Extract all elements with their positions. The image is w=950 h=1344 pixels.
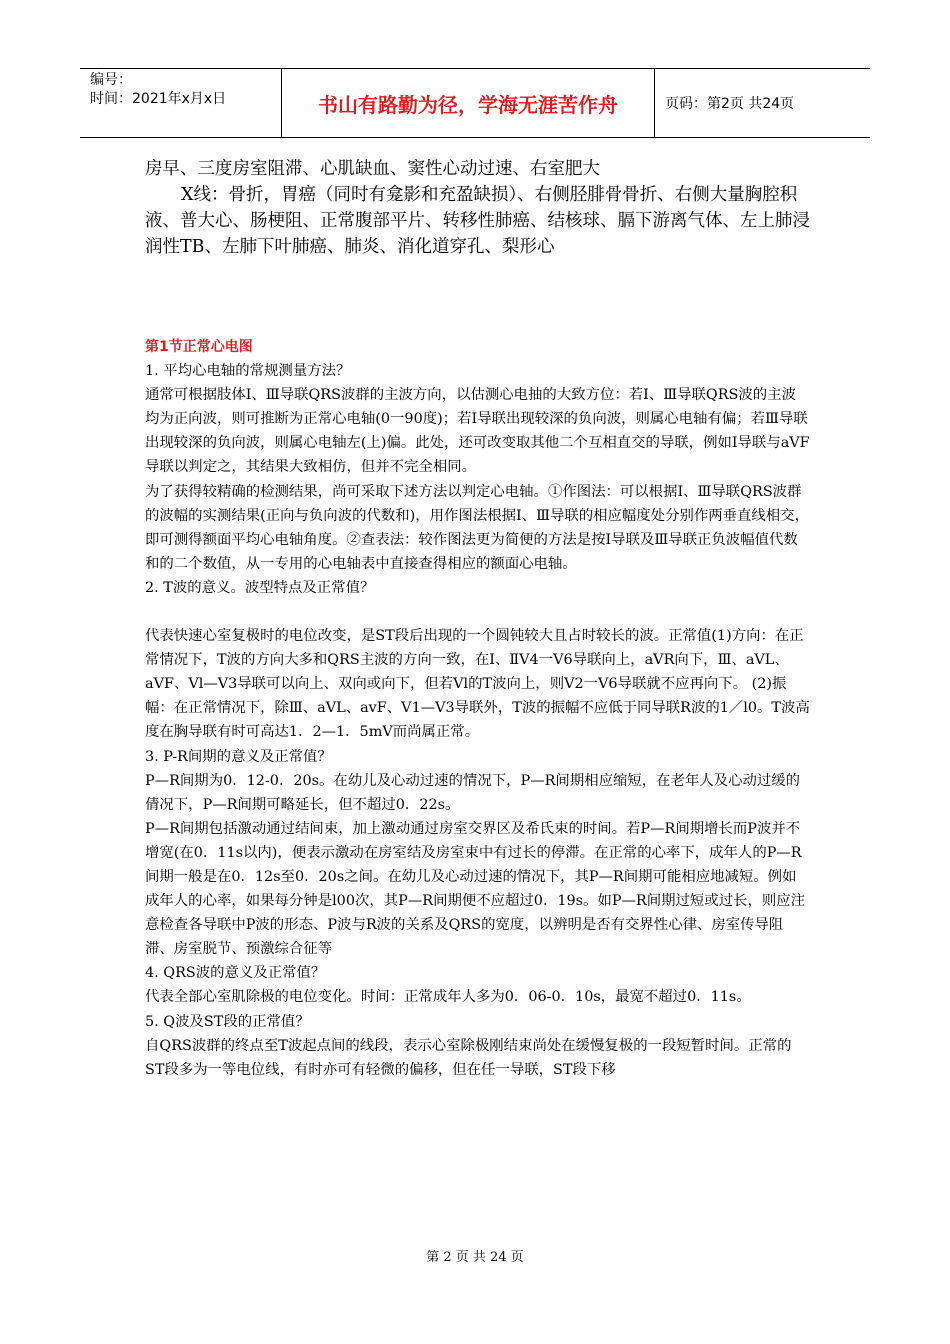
paragraph-4: P—R间期为0．12-0．20s。在幼儿及心动过速的情况下，P—R间期相应缩短，在老年人及心动过缓的倩况下，P—R间期可略延长，但不超过0．22s。 xyxy=(145,772,801,813)
header-meta-cell xyxy=(80,69,282,137)
header-table xyxy=(80,68,870,138)
section-title: 第1节正常心电图 xyxy=(145,339,253,355)
question-2: 2. T波的意义。波型特点及正常值？ xyxy=(145,579,375,596)
paragraph-3: 代表快速心室复极时的电位改变，是ST段后出现的一个圆钝较大且占时较长的波。正常值(1)方向：在正常情况下，T波的方向大多和QRS主波的方向一致，在Ⅰ、ⅡV4一V6导联向上，aVR向下，Ⅲ、aVL、aVF、Vl—V3导联可以向上、双向或向下，但若Vl的T波向上，则V2一V6导联就不应再向下。 (2)振幅：在正常情况下，除Ⅲ、aVL、avF、V1—V3导联外，T波的振幅不应低于同导联R波的1／l0。T波高度在胸导联有时可高达1．2—1．5mV而尚属正常。 xyxy=(145,628,810,741)
question-5: 5. Q波及ST段的正常值？ xyxy=(145,1013,310,1030)
page-info: 页码：第2页 共24页 xyxy=(665,96,795,112)
paragraph-7: 自QRS波群的终点至T波起点间的线段，表示心室除极刚结束尚处在缓慢复极的一段短暂时间。正常的ST段多为一等电位线，有时亦可有轻微的偏移，但在任一导联，ST段下移 xyxy=(145,1037,792,1078)
motto: 书山有路勤为径，学海无涯苦作舟 xyxy=(282,69,655,137)
paragraph-1: 通常可根据肢体Ⅰ、Ⅲ导联QRS波群的主波方向，以估测心电抽的大致方位：若I、Ⅲ导联QRS波的主波均为正向波，则可推断为正常心电轴(0一90度)；若I导联出现较深的负向波，则属心电轴有偏；若Ⅲ导联出现较深的负向波，则属心电轴左(上)偏。此处，还可改变取其他二个互相直交的导联，例如I导联与aVF导联以判定之，其结果大致相仿，但并不完全相同。 xyxy=(145,387,810,476)
intro-line-xray: X线：骨折，胃癌（同时有龛影和充盈缺损）、右侧胫腓骨骨折、右侧大量胸腔积液、普大心、肠梗阻、正常腹部平片、转移性肺癌、结核球、膈下游离气体、左上肺浸润性TB、左肺下叶肺癌、肺炎、消化道穿孔、梨形心 xyxy=(145,185,810,257)
question-4: 4. QRS波的意义及正常值？ xyxy=(145,965,326,982)
time-label: 时间：2021年x月x日 xyxy=(90,91,227,107)
paragraph-5: P—R间期包括激动通过结间束，加上激动通过房室交界区及希氏束的时间。若P—R间期增长而P波并不增宽(在0．11s以内)，便表示激动在房室结及房室束中有过长的停滞。在正常的心率下，成年人的P—R间期一般是在0．12s至0．20s之间。在幼儿及心动过速的情况下，其P—R间期可能相应地减短。例如成年人的心率，如果每分钟是l00次，其P—R间期便不应超过0．19s。如P—R间期过短或过长，则应注意检查各导联中P波的形态、P波与R波的关系及QRS的宽度，以辨明是否有交界性心律、房室传导阻滞、房室脱节、预激综合征等 xyxy=(145,820,806,958)
intro-line-ecg: 房早、三度房室阻滞、心肌缺血、窦性心动过速、右室肥大 xyxy=(145,159,600,179)
paragraph-6: 代表全部心室肌除极的电位变化。时间：正常成年人多为0．06-0．10s，最宽不超过0．11s。 xyxy=(145,989,751,1006)
question-3: 3. P-R间期的意义及正常值？ xyxy=(145,748,332,765)
question-1: 1. 平均心电轴的常规测量方法？ xyxy=(145,363,351,380)
intro-block xyxy=(145,156,810,260)
spacer xyxy=(145,600,810,624)
page-footer: 第 2 页 共 24 页 xyxy=(426,1250,524,1265)
paragraph-2: 为了获得较精确的检测结果，尚可采取下述方法以判定心电轴。①作图法：可以根据I、Ⅲ导联QRS波群的波幅的实测结果(正向与负向波的代数和)，用作图法根据I、Ⅲ导联的相应幅度处分别作两垂直线相交，即可测得额面平均心电轴角度。②查表法：较作图法更为简便的方法是按I导联及Ⅲ导联正负波幅值代数和的二个数值，从一专用的心电轴表中直接查得相应的额面心电轴。 xyxy=(145,483,809,572)
number-label: 编号： xyxy=(90,72,132,88)
section-body xyxy=(145,335,810,1082)
